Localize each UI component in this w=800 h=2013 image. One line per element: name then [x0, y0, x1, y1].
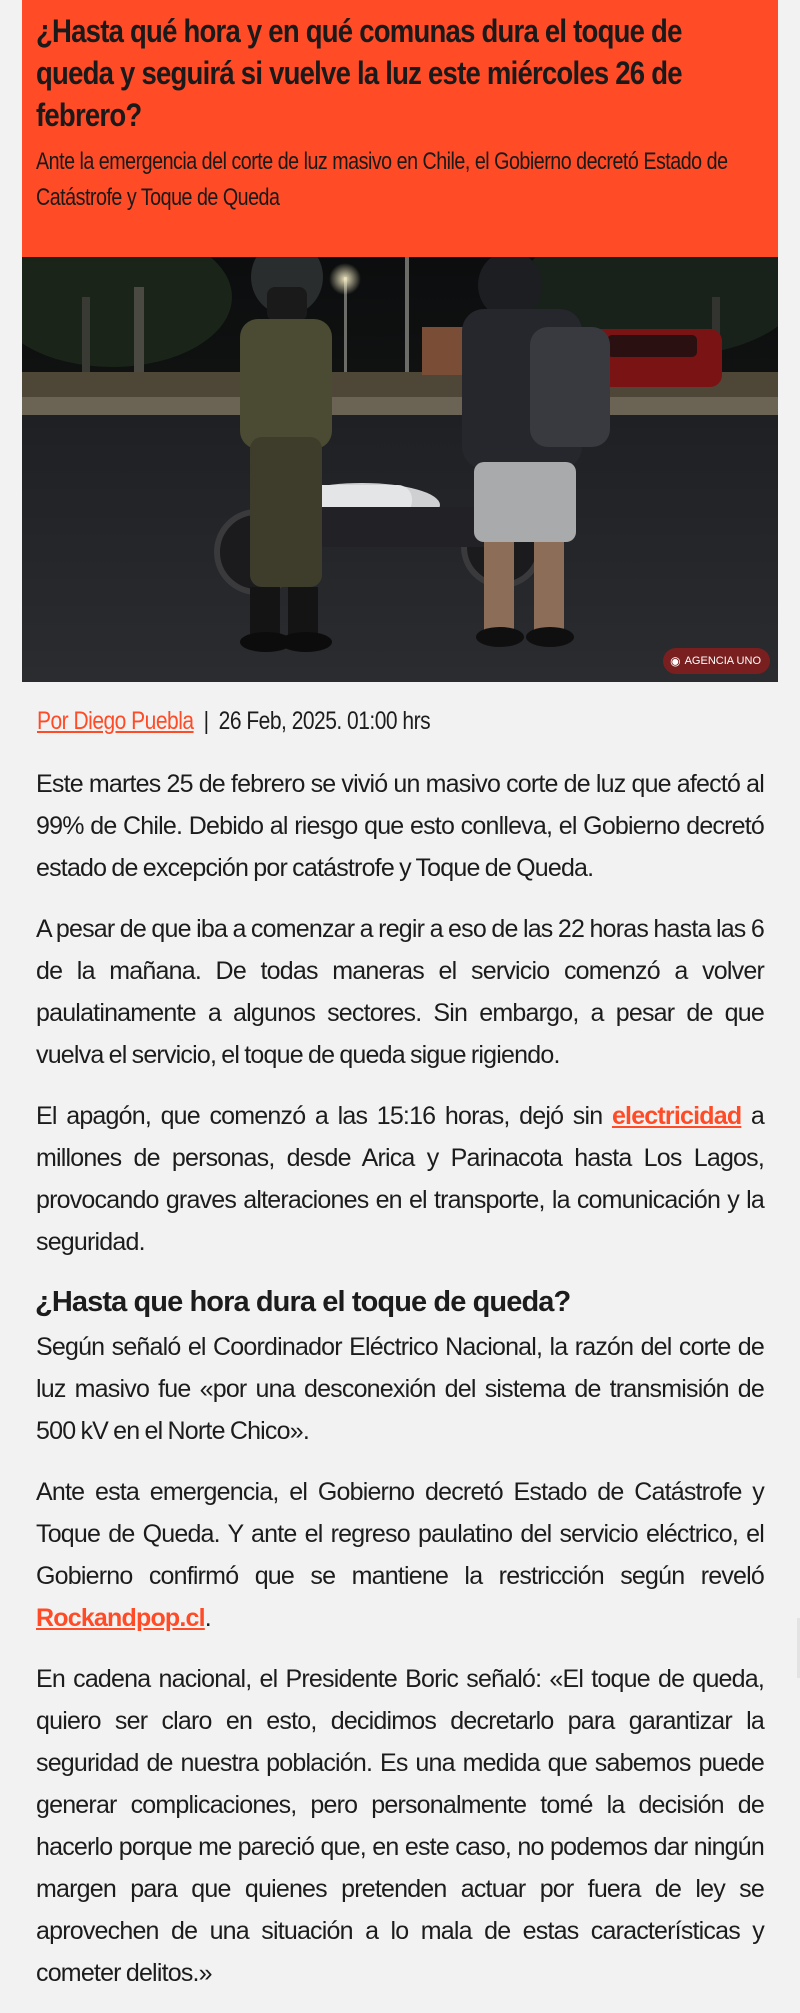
paragraph-3-text-start: El apagón, que comenzó a las 15:16 horas, dejó sin — [36, 1102, 612, 1130]
paragraph-5 — [36, 1471, 764, 1639]
headline: ¿Hasta qué hora y en qué comunas dura el toque de queda y seguirá si vuelve la luz este miércoles 26 de febrero? — [36, 13, 682, 133]
article-header — [22, 0, 778, 257]
publish-date: 26 Feb, 2025. 01:00 hrs — [218, 707, 431, 735]
photo-credit-text: AGENCIA UNO — [684, 655, 761, 667]
paragraph-6: En cadena nacional, el Presidente Boric señaló: «El toque de queda, quiero ser claro en esto, decidimos decretarlo para garantizar la seguridad de nuestra población. Es una medida que sabemos puede generar complicaciones, pero personalmente tomé la decisión de hacerlo porque me pareció que, en este caso, no podemos dar ningún margen para que quienes pretenden actuar por fuera de ley se aprovechen de una situación a lo mala de estas características y cometer delitos.» — [36, 1665, 764, 1987]
article-body — [36, 763, 764, 2013]
paragraph-5-text-end: . — [204, 1604, 211, 1632]
photo-credit-badge — [663, 648, 770, 674]
paragraph-1: Este martes 25 de febrero se vivió un masivo corte de luz que afectó al 99% de Chile. Debido al riesgo que esto conlleva, el Gobierno decretó estado de excepción por catástrofe y Toque de Queda. — [36, 770, 764, 882]
paragraph-5-text-start: Ante esta emergencia, el Gobierno decretó Estado de Catástrofe y Toque de Queda. Y ante el regreso paulatino del servicio eléctrico, el Gobierno confirmó que se mantiene la restricción según reveló — [36, 1478, 764, 1590]
electricidad-link[interactable]: electricidad — [611, 1102, 742, 1130]
paragraph-2: A pesar de que iba a comenzar a regir a eso de las 22 horas hasta las 6 de la mañana. De todas maneras el servicio comenzó a volver paulatinamente a algunos sectores. Sin embargo, a pesar de que vuelva el servicio, el toque de queda sigue rigiendo. — [36, 915, 764, 1069]
rockandpop-link[interactable]: Rockandpop.cl — [36, 1604, 205, 1632]
paragraph-3 — [36, 1095, 764, 1263]
byline — [37, 704, 430, 738]
byline-separator: | — [203, 707, 209, 735]
section-heading: ¿Hasta que hora dura el toque de queda? — [35, 1286, 571, 1318]
camera-icon: ◉ — [670, 654, 681, 668]
subheadline: Ante la emergencia del corte de luz masivo en Chile, el Gobierno decretó Estado de Catástrofe y Toque de Queda — [36, 148, 728, 211]
paragraph-4: Según señaló el Coordinador Eléctrico Nacional, la razón del corte de luz masivo fue «por una desconexión del sistema de transmisión de 500 kV en el Norte Chico». — [36, 1333, 764, 1445]
paragraph-3-text-end: a millones de personas, desde Arica y Parinacota hasta Los Lagos, provocando graves alteraciones en el transporte, la comunicación y la seguridad. — [36, 1102, 765, 1256]
hero-photo — [22, 257, 778, 682]
author-link[interactable]: Por Diego Puebla — [37, 707, 194, 735]
street-night-illustration — [22, 257, 778, 682]
